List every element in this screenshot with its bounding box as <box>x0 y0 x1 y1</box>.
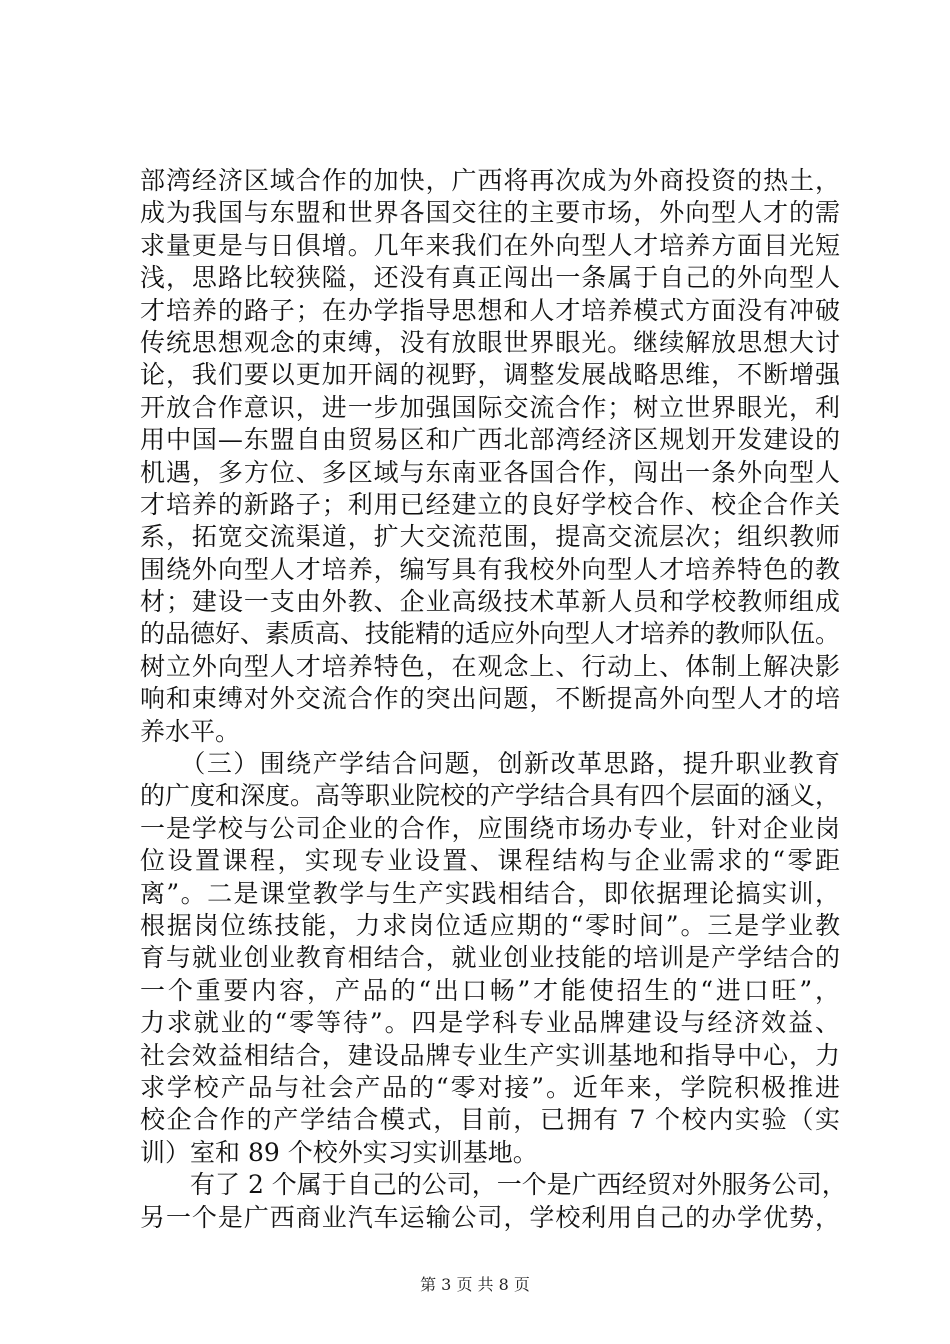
text-line: 根据岗位练技能，力求岗位适应期的“零时间”。三是学业教 <box>140 910 840 940</box>
text-line: 求学校产品与社会产品的“零对接”。近年来，学院积极推进 <box>140 1072 840 1102</box>
text-line: 位设置课程，实现专业设置、课程结构与企业需求的“零距 <box>140 846 840 876</box>
text-line: 的品德好、素质高、技能精的适应外向型人才培养的教师队伍。 <box>140 619 841 649</box>
text-line: 材；建设一支由外教、企业高级技术革新人员和学校教师组成 <box>140 587 840 617</box>
text-line: 响和束缚对外交流合作的突出问题，不断提高外向型人才的培 <box>140 684 840 714</box>
text-line: 的广度和深度。高等职业院校的产学结合具有四个层面的涵义， <box>140 781 841 811</box>
text-line: 才培养的新路子；利用已经建立的良好学校合作、校企合作关 <box>140 489 840 519</box>
text-line: 开放合作意识，进一步加强国际交流合作；树立世界眼光，利 <box>140 392 840 422</box>
text-line: 机遇，多方位、多区域与东南亚各国合作，闯出一条外向型人 <box>140 457 840 487</box>
text-line: 浅，思路比较狭隘，还没有真正闯出一条属于自己的外向型人 <box>140 263 840 293</box>
text-line: 育与就业创业教育相结合，就业创业技能的培训是产学结合的 <box>140 943 840 973</box>
text-line: 论，我们要以更加开阔的视野，调整发展战略思维，不断增强 <box>140 360 840 390</box>
text-line: 另一个是广西商业汽车运输公司，学校利用自己的办学优势， <box>140 1202 840 1232</box>
text-line: 离”。二是课堂教学与生产实践相结合，即依据理论搞实训， <box>140 878 840 908</box>
text-line: 才培养的路子；在办学指导思想和人才培养模式方面没有冲破 <box>140 295 840 325</box>
text-line: 训）室和 89 个校外实习实训基地。 <box>140 1137 538 1167</box>
text-line: 一是学校与公司企业的合作，应围绕市场办专业，针对企业岗 <box>140 813 840 843</box>
text-line: 养水平。 <box>140 716 241 746</box>
text-line: （三）围绕产学结合问题，创新改革思路，提升职业教育 <box>140 749 840 779</box>
text-line: 用中国—东盟自由贸易区和广西北部湾经济区规划开发建设的 <box>140 425 840 455</box>
text-line: 求量更是与日俱增。几年来我们在外向型人才培养方面目光短 <box>140 230 840 260</box>
text-line: 传统思想观念的束缚，没有放眼世界眼光。继续解放思想大讨 <box>140 327 840 357</box>
text-line: 围绕外向型人才培养，编写具有我校外向型人才培养特色的教 <box>140 554 840 584</box>
page-footer: 第 3 页 共 8 页 <box>420 1275 530 1294</box>
text-line: 树立外向型人才培养特色，在观念上、行动上、体制上解决影 <box>140 651 840 681</box>
text-line: 力求就业的“零等待”。四是学科专业品牌建设与经济效益、 <box>140 1008 840 1038</box>
text-line: 社会效益相结合，建设品牌专业生产实训基地和指导中心，力 <box>140 1040 840 1070</box>
text-line: 一个重要内容，产品的“出口畅”才能使招生的“进口旺”， <box>140 975 840 1005</box>
text-line: 部湾经济区域合作的加快，广西将再次成为外商投资的热土， <box>140 166 840 195</box>
text-line: 校企合作的产学结合模式，目前，已拥有 7 个校内实验（实 <box>140 1105 840 1135</box>
text-line: 成为我国与东盟和世界各国交往的主要市场，外向型人才的需 <box>140 198 840 228</box>
body-text <box>140 165 847 1234</box>
text-line: 有了 2 个属于自己的公司，一个是广西经贸对外服务公司， <box>140 1170 847 1200</box>
text-line: 系，拓宽交流渠道，扩大交流范围，提高交流层次；组织教师 <box>140 522 840 552</box>
